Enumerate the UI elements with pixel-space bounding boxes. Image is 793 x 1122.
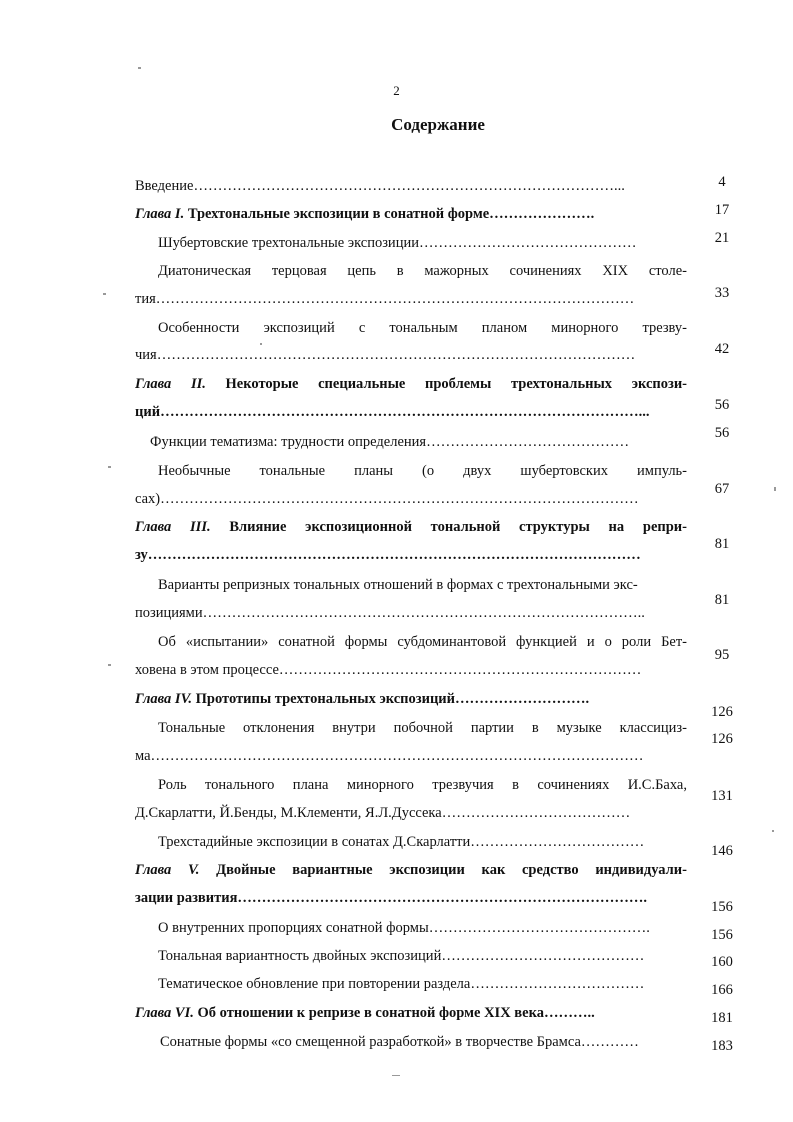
toc-page: 81: [714, 592, 730, 608]
toc-page: 126: [711, 704, 733, 720]
toc-page: 17: [714, 202, 730, 218]
scan-speck: [138, 67, 141, 69]
toc-entry-line2: Д.Скарлатти, Й.Бенды, М.Клементи, Я.Л.Дуссека…………………………………: [135, 805, 631, 821]
toc-page: 56: [714, 425, 730, 441]
toc-entry-line2: ховена в этом процессе…………………………………………………………………: [135, 662, 642, 678]
toc-page: 21: [714, 230, 730, 246]
toc-entry-line1: Об «испытании» сонатной формы субдоминантовой функцией и о роли Бет-: [158, 634, 687, 650]
scan-speck: [108, 466, 111, 468]
toc-entry-line2: чия………………………………………………………………………………………: [135, 347, 636, 363]
toc-page: 156: [711, 899, 733, 915]
toc-page: 156: [711, 927, 733, 943]
chapter-label: Глава VI.: [135, 1005, 194, 1021]
toc-entry-line1: Варианты репризных тональных отношений в формах с трехтональными экс-: [158, 577, 638, 593]
toc-page: 4: [718, 174, 726, 190]
toc-entry: Трехстадийные экспозиции в сонатах Д.Скарлатти………………………………: [158, 834, 645, 850]
toc-entry-line2: сах)………………………………………………………………………………………: [135, 491, 639, 507]
toc-entry-line2: тия………………………………………………………………………………………: [135, 291, 635, 307]
page-title: Содержание: [391, 115, 485, 134]
scan-speck: [260, 343, 262, 345]
scan-speck: [774, 487, 776, 491]
toc-entry: Сонатные формы «со смещенной разработкой» в творчестве Брамса…………: [160, 1034, 639, 1050]
toc-entry-line2: ма…………………………………………………………………………………………: [135, 748, 644, 764]
toc-page: 56: [714, 397, 730, 413]
toc-entry: О внутренних пропорциях сонатной формы……………………………………….: [158, 920, 650, 936]
toc-chapter-line1: [135, 860, 687, 880]
toc-entry: Тональная вариантность двойных экспозиций……………………………………: [158, 948, 645, 964]
toc-page: 42: [714, 341, 730, 357]
toc-page: 67: [714, 481, 730, 497]
toc-page: 146: [711, 843, 733, 859]
toc-entry: Тематическое обновление при повторении раздела………………………………: [158, 976, 645, 992]
toc-entry-line2: позициями………………………………………………………………………………..: [135, 605, 645, 621]
chapter-title: Влияние экспозиционной тональной структуры на репри-: [210, 519, 687, 535]
toc-chapter-line1: [135, 374, 687, 394]
chapter-title: Прототипы трехтональных экспозиций……………………….: [192, 691, 590, 707]
toc-chapter-line2: зации развития………………………………………………………………………….: [135, 890, 648, 906]
toc-entry-line1: Диатоническая терцовая цепь в мажорных сочинениях XIX столе-: [158, 263, 687, 279]
toc-chapter-line2: зу…………………………………………………………………………………………: [135, 547, 641, 563]
chapter-label: Глава V.: [135, 862, 200, 878]
chapter-title: Двойные вариантные экспозиции как средство индивидуали-: [199, 862, 687, 878]
chapter-label: Глава I.: [135, 206, 185, 222]
toc-chapter: [135, 689, 687, 709]
scan-speck: [772, 830, 774, 832]
toc-chapter: [135, 204, 687, 224]
toc-page: 81: [714, 536, 730, 552]
toc-chapter-line2: ций………………………………………………………………………………………...: [135, 404, 650, 420]
toc-chapter-line1: [135, 517, 687, 537]
toc-page: 95: [714, 647, 730, 663]
toc-entry-line1: Тональные отклонения внутри побочной партии в музыке классициз-: [158, 720, 687, 736]
chapter-label: Глава II.: [135, 376, 206, 392]
chapter-title: Трехтональные экспозиции в сонатной форме………………….: [184, 206, 595, 222]
scan-speck: [108, 664, 111, 666]
toc-entry-line1: Необычные тональные планы (о двух шубертовских импуль-: [158, 463, 687, 479]
toc-entry: Шубертовские трехтональные экспозиции………………………………………: [158, 235, 637, 251]
scan-speck: [103, 293, 106, 295]
chapter-label: Глава IV.: [135, 691, 193, 707]
toc-entry: Функции тематизма: трудности определения……………………………………: [150, 434, 630, 450]
toc-page: 166: [711, 982, 733, 998]
page-number: 2: [393, 83, 400, 98]
toc-entry: Введение……………………………………………………………………………...: [135, 178, 625, 194]
toc-page: 131: [711, 788, 733, 804]
chapter-title: Об отношении к репризе в сонатной форме XIX века………..: [193, 1005, 595, 1021]
toc-page: 183: [711, 1038, 733, 1054]
toc-entry-line1: Роль тонального плана минорного трезвучия в сочинениях И.С.Баха,: [158, 777, 687, 793]
toc-page: 160: [711, 954, 733, 970]
toc-chapter: [135, 1003, 687, 1023]
toc-page: 126: [711, 731, 733, 747]
chapter-label: Глава III.: [135, 519, 211, 535]
toc-page: 33: [714, 285, 730, 301]
scan-speck: [392, 1075, 400, 1076]
chapter-title: Некоторые специальные проблемы трехтональных экспози-: [205, 376, 687, 392]
toc-page: 181: [711, 1010, 733, 1026]
toc-entry-line1: Особенности экспозиций с тональным планом минорного трезву-: [158, 320, 687, 336]
